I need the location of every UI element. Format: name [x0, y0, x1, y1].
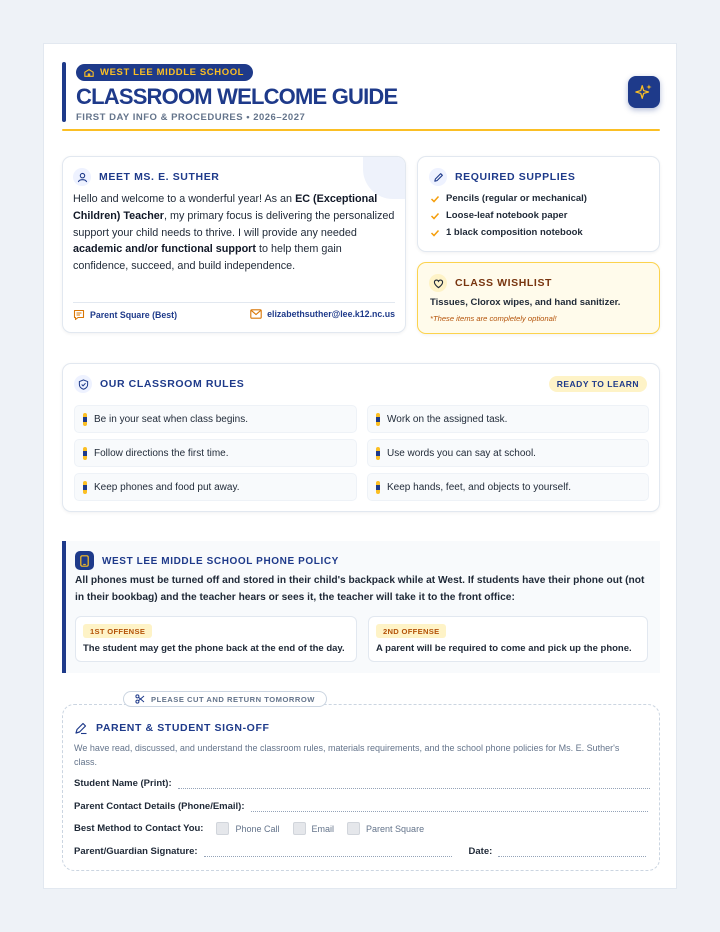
supplies-title [429, 168, 575, 186]
pencil-icon [376, 413, 380, 426]
shield-icon [74, 375, 92, 393]
supply-text: 1 black composition notebook [446, 227, 583, 238]
rules-title-text: OUR CLASSROOM RULES [100, 378, 245, 390]
rule-text: Work on the assigned task. [387, 413, 508, 425]
sparkles-icon [635, 83, 653, 101]
class-wishlist-card [417, 262, 660, 334]
parent-contact-label: Parent Contact Details (Phone/Email): [74, 801, 245, 812]
parent-contact-input[interactable] [251, 800, 648, 812]
contact-parent-square[interactable] [73, 309, 177, 321]
student-name-field [74, 777, 650, 789]
wishlist-title-text: CLASS WISHLIST [455, 277, 553, 289]
rule-text: Keep phones and food put away. [94, 481, 240, 493]
wishlist-text: Tissues, Clorox wipes, and hand sanitizer. [430, 297, 621, 308]
wishlist-note: *These items are completely optional! [430, 314, 557, 323]
rule-text: Keep hands, feet, and objects to yourself. [387, 481, 572, 493]
supplies-title-text: REQUIRED SUPPLIES [455, 171, 576, 183]
rule-item [367, 473, 649, 501]
cut-label: PLEASE CUT AND RETURN TOMORROW [151, 694, 315, 704]
parent-contact-field [74, 800, 648, 812]
school-icon [84, 68, 94, 78]
check-icon [430, 194, 440, 204]
date-input[interactable] [498, 845, 646, 857]
offense-card-1 [75, 616, 357, 662]
signature-label: Parent/Guardian Signature: [74, 846, 198, 857]
header [62, 62, 660, 130]
supply-item [430, 193, 587, 204]
heart-icon [429, 274, 447, 292]
rule-item [367, 405, 649, 433]
header-divider [62, 129, 660, 131]
phone-policy-title: WEST LEE MIDDLE SCHOOL PHONE POLICY [102, 556, 339, 567]
meet-title-text: MEET MS. E. SUTHER [99, 171, 220, 183]
check-icon [430, 211, 440, 221]
student-name-input[interactable] [178, 777, 650, 789]
offense-badge: 1ST OFFENSE [83, 624, 152, 638]
contact-method-field [74, 822, 424, 835]
school-name: WEST LEE MIDDLE SCHOOL [100, 67, 245, 78]
pencil-icon [429, 168, 447, 186]
page-title: CLASSROOM WELCOME GUIDE [76, 84, 398, 109]
supply-text: Pencils (regular or mechanical) [446, 193, 587, 204]
chat-icon [73, 309, 85, 321]
rule-item [74, 473, 357, 501]
rule-item [74, 439, 357, 467]
sign-off-card [62, 704, 660, 871]
rule-item [74, 405, 357, 433]
phone-accent-bar [62, 541, 66, 673]
signoff-title-text: PARENT & STUDENT SIGN-OFF [96, 722, 270, 734]
option-label: Email [311, 823, 335, 834]
pencil-icon [83, 481, 87, 494]
ready-to-learn-badge: READY TO LEARN [549, 376, 647, 392]
rule-text: Follow directions the first time. [94, 447, 229, 459]
contact-app-label: Parent Square (Best) [90, 310, 178, 320]
check-icon [430, 228, 440, 238]
offense-badge: 2ND OFFENSE [376, 624, 446, 638]
rules-title [74, 375, 244, 393]
wishlist-title [429, 274, 552, 292]
required-supplies-card [417, 156, 660, 252]
pencil-icon [83, 447, 87, 460]
school-pill [76, 64, 253, 81]
rule-item [367, 439, 649, 467]
signature-input[interactable] [204, 845, 452, 857]
rule-text: Use words you can say at school. [387, 447, 536, 459]
mail-icon [250, 309, 262, 319]
date-label: Date: [468, 846, 493, 857]
student-name-label: Student Name (Print): [74, 778, 172, 789]
signoff-title [74, 721, 269, 735]
cut-here-pill [123, 691, 327, 707]
header-accent-bar [62, 62, 66, 122]
meet-text-3: to help them gain confidence, succeed, and build independence. [73, 243, 342, 273]
phone-icon [75, 551, 94, 570]
checkbox[interactable] [293, 822, 306, 835]
checkbox[interactable] [216, 822, 229, 835]
phone-policy-body: All phones must be turned off and stored in their child's backpack while at West. If students have their phone out (not in their bookbag) and the teacher hears or sees it, the teacher will take it to the front office: [75, 575, 645, 603]
guide-page [43, 43, 677, 889]
supply-item [430, 210, 567, 221]
meet-text-2: , my primary focus is delivering the personalized support your child needs to thrive. I will provide any needed [73, 209, 395, 239]
phone-policy-section [62, 541, 660, 673]
meet-bold-2: academic and/or functional support [73, 243, 256, 256]
meet-text-1: Hello and welcome to a wonderful year! As an [73, 193, 296, 205]
rule-text: Be in your seat when class begins. [94, 413, 248, 425]
supply-text: Loose-leaf notebook paper [446, 210, 568, 221]
pencil-icon [83, 413, 87, 426]
signature-pen-icon [74, 721, 88, 735]
signature-field [74, 845, 646, 857]
option-phone-call[interactable] [216, 822, 279, 835]
option-label: Phone Call [235, 823, 280, 834]
meet-bold-1: EC (Exceptional Children) Teacher [73, 193, 378, 222]
user-icon [73, 168, 91, 186]
checkbox[interactable] [347, 822, 360, 835]
option-label: Parent Square [366, 823, 425, 834]
offense-text: The student may get the phone back at the end of the day. [83, 643, 345, 654]
sparkle-button[interactable] [628, 76, 660, 108]
option-parent-square[interactable] [347, 822, 424, 835]
classroom-rules-card [62, 363, 660, 512]
offense-card-2 [368, 616, 648, 662]
meet-teacher-card [62, 156, 406, 333]
offense-text: A parent will be required to come and pick up the phone. [376, 643, 632, 654]
scissors-icon [135, 694, 145, 704]
contact-method-label: Best Method to Contact You: [74, 823, 204, 834]
pencil-icon [376, 481, 380, 494]
pencil-icon [376, 447, 380, 460]
signoff-description: We have read, discussed, and understand the classroom rules, materials requirements, and the school phone policies for Ms. E. Suther's class. [74, 743, 620, 767]
meet-title [73, 168, 219, 186]
option-email[interactable] [293, 822, 335, 835]
supply-item [430, 227, 583, 238]
contact-email[interactable] [250, 309, 395, 319]
page-subtitle: FIRST DAY INFO & PROCEDURES • 2026–2027 [76, 112, 306, 123]
meet-divider [73, 302, 395, 303]
contact-email-label: elizabethsuther@lee.k12.nc.us [267, 309, 395, 319]
meet-body [73, 191, 399, 275]
